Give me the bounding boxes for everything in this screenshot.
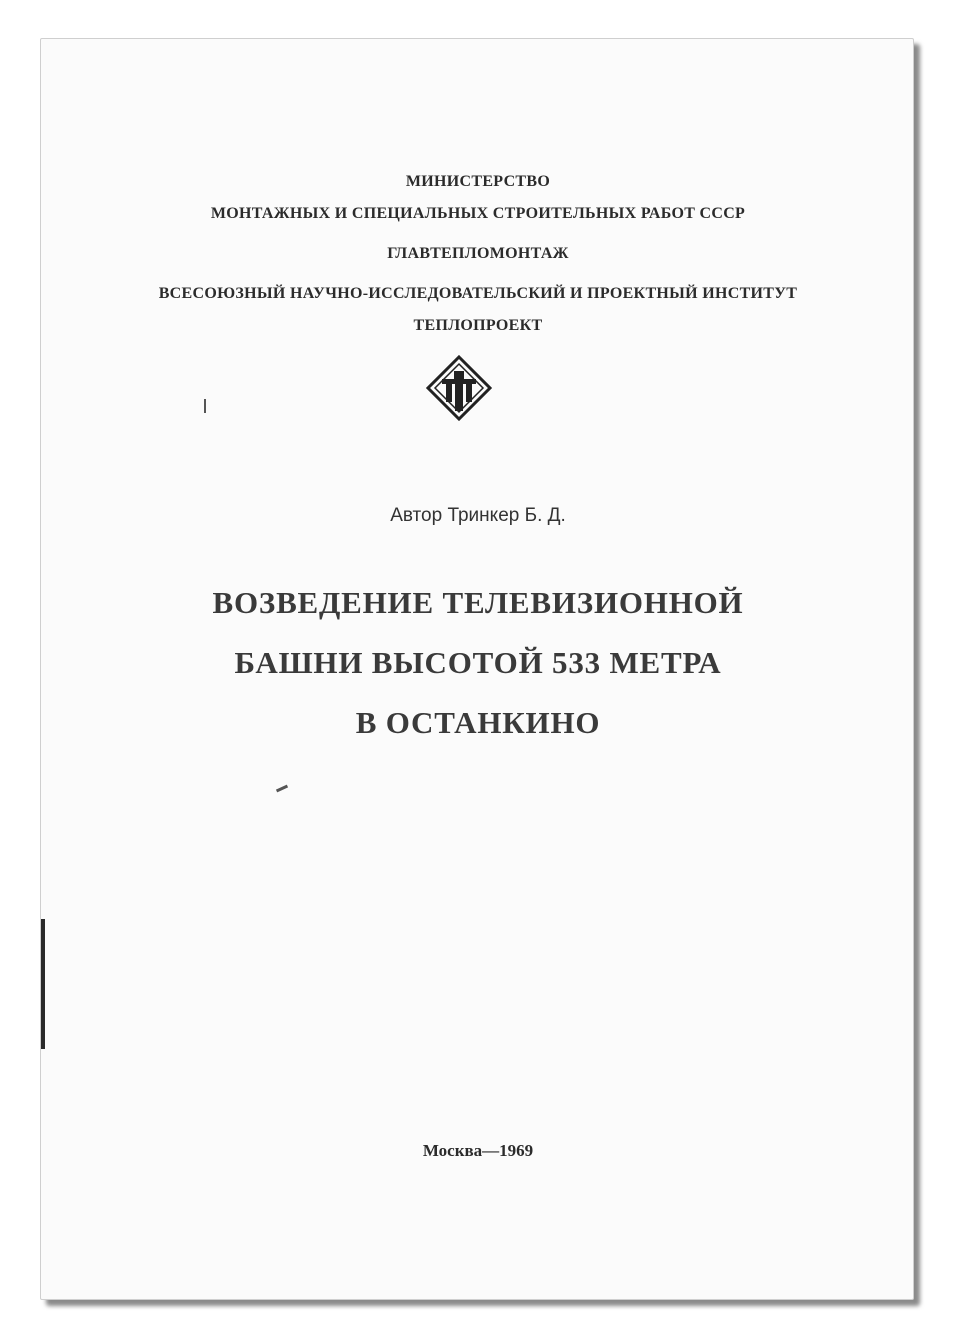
institute-emblem-icon — [426, 355, 492, 421]
department-line: ГЛАВТЕПЛОМОНТАЖ — [387, 245, 569, 262]
scan-speck — [276, 785, 288, 793]
ministry-line: МИНИСТЕРСТВО — [405, 173, 551, 190]
ministry-name-line: МОНТАЖНЫХ И СПЕЦИАЛЬНЫХ СТРОИТЕЛЬНЫХ РАБОТ СССР — [210, 205, 746, 222]
scan-speck — [204, 399, 206, 413]
institute-line: ВСЕСОЮЗНЫЙ НАУЧНО-ИССЛЕДОВАТЕЛЬСКИЙ И ПРОЕКТНЫЙ ИНСТИТУТ — [158, 285, 798, 302]
institute-name-line: ТЕПЛОПРОЕКТ — [413, 317, 543, 334]
booklet-cover-page — [40, 38, 914, 1300]
author-line: Автор Тринкер Б. Д. — [390, 505, 566, 526]
publication-place-year: Москва—1969 — [422, 1141, 534, 1160]
title-line-1: ВОЗВЕДЕНИЕ ТЕЛЕВИЗИОННОЙ — [212, 585, 744, 620]
title-line-3: В ОСТАНКИНО — [355, 705, 601, 740]
spine-staple-mark — [41, 919, 45, 1049]
title-line-2: БАШНИ ВЫСОТОЙ 533 МЕТРА — [234, 645, 722, 680]
